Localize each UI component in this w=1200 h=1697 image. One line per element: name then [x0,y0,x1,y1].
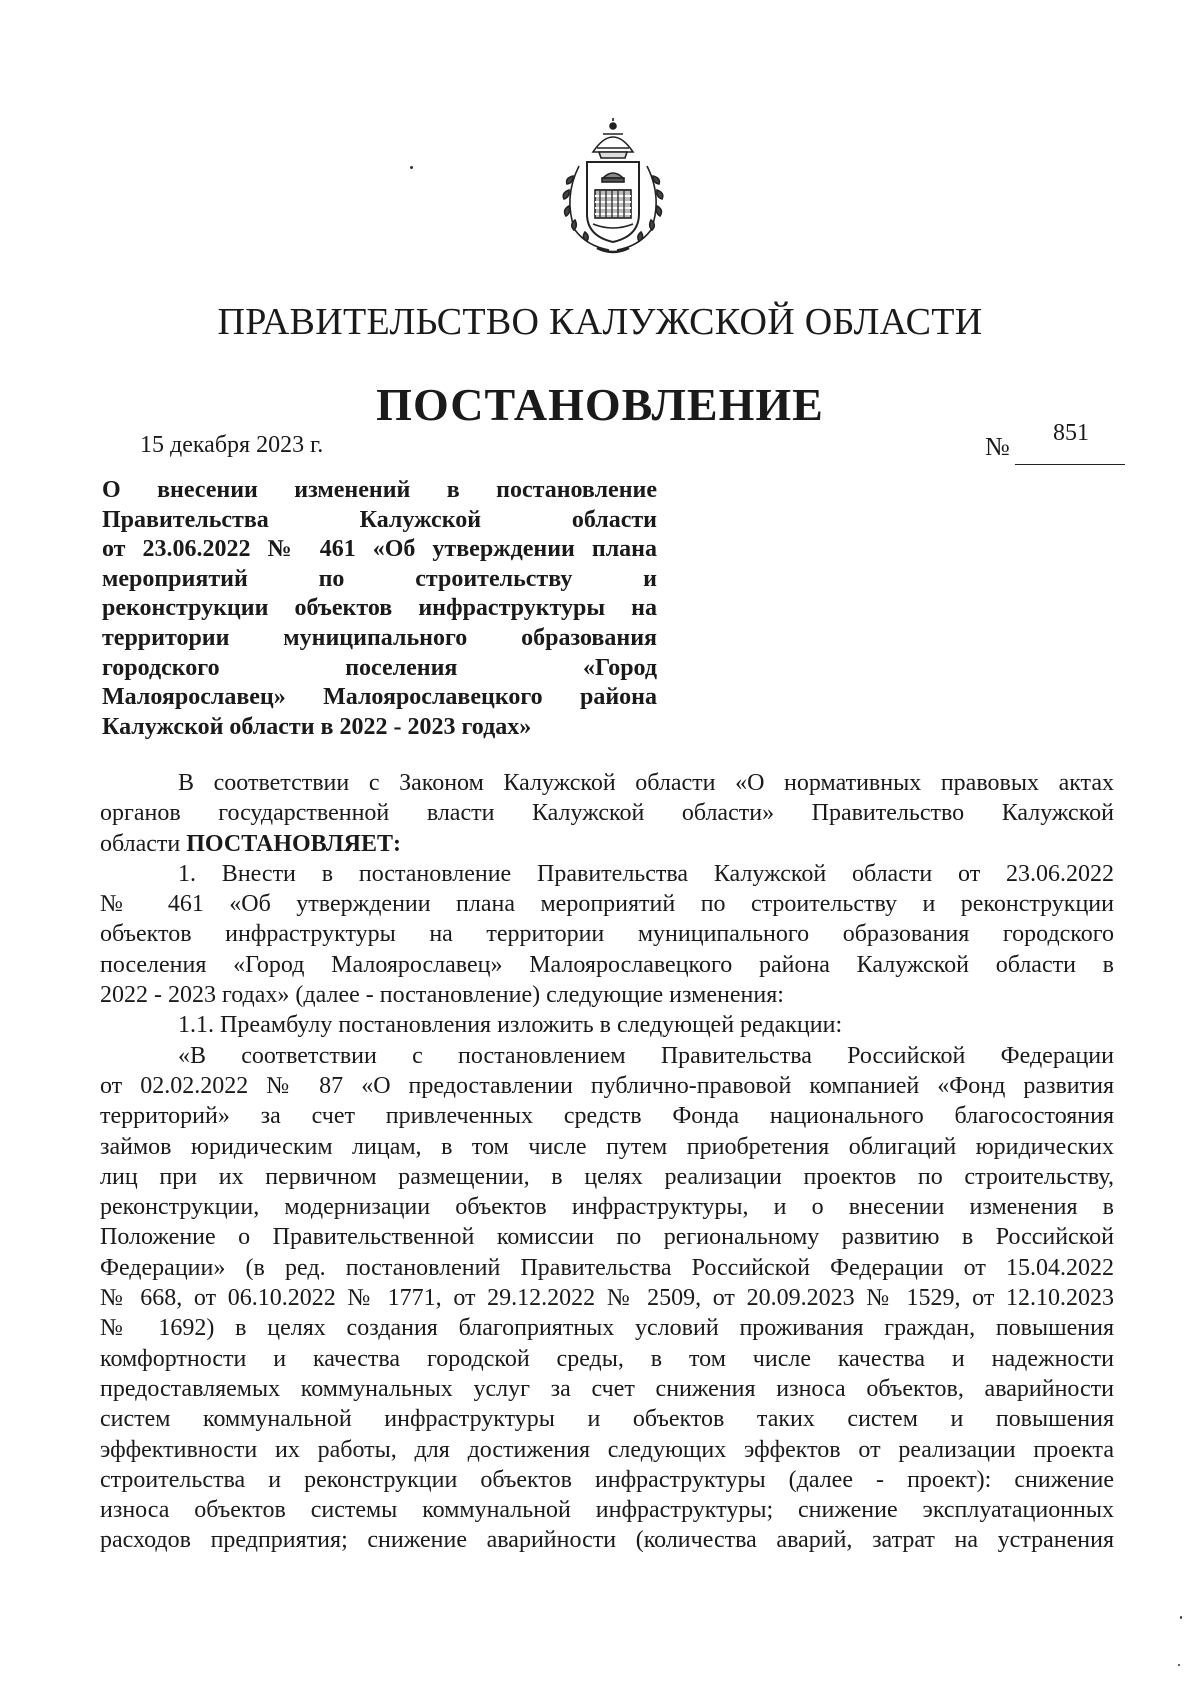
subject-line: территории муниципального образования [102,624,657,651]
subject-line: Правительства Калужской области [102,506,657,533]
number-sign: № [985,432,1010,461]
number-underline [1015,464,1125,465]
resolves-keyword: ПОСТАНОВЛЯЕТ: [186,830,401,857]
body-line: предоставляемых коммунальных услуг за счет снижения износа объектов, аварийности [100,1375,1114,1402]
body-line: территорий» за счет привлеченных средств Фонда национального благосостояния [100,1103,1114,1130]
body-line: органов государственной власти Калужской области» Правительство Калужской [100,800,1114,827]
body-line: 1. Внести в постановление Правительства Калужской области от 23.06.2022 [178,860,1114,887]
body-line: износа объектов системы коммунальной инфраструктуры; снижение эксплуатационных [100,1497,1114,1524]
body-line: «В соответствии с постановлением Правительства Российской Федерации [178,1042,1114,1069]
scan-speck [1180,1616,1182,1619]
document-body [100,768,1114,1556]
subject-line: реконструкции объектов инфраструктуры на [102,595,657,622]
body-line: займов юридическим лицам, в том числе путем приобретения облигаций юридических [100,1133,1114,1160]
body-line: эффективности их работы, для достижения следующих эффектов от реализации проекта [100,1436,1114,1463]
scan-speck [410,166,413,169]
body-line: 1.1. Преамбулу постановления изложить в следующей редакции: [178,1012,843,1039]
body-line: строительства и реконструкции объектов инфраструктуры (далее - проект): снижение [100,1466,1114,1493]
body-line: расходов предприятия; снижение аварийности (количества аварий, затрат на устранения [100,1527,1114,1554]
body-line: поселения «Город Малоярославец» Малоярославецкого района Калужской области в [100,951,1114,978]
body-line: Положение о Правительственной комиссии по региональному развитию в Российской [100,1224,1114,1251]
body-line-resolves [100,829,1114,859]
body-line: В соответствии с Законом Калужской области «О нормативных правовых актах [178,770,1114,796]
body-line: № 461 «Об утверждении плана мероприятий по строительству и реконструкции [100,891,1114,918]
body-line: реконструкции, модернизации объектов инфраструктуры, и о внесении изменения в [100,1194,1114,1221]
body-line: от 02.02.2022 № 87 «О предоставлении публично-правовой компанией «Фонд развития [100,1072,1114,1099]
body-line: систем коммунальной инфраструктуры и объектов таких систем и повышения [100,1406,1114,1433]
body-line: Федерации» (в ред. постановлений Правительства Российской Федерации от 15.04.2022 [100,1254,1114,1281]
document-subject [102,476,657,742]
government-title: ПРАВИТЕЛЬСТВО КАЛУЖСКОЙ ОБЛАСТИ [217,301,983,343]
document-date: 15 декабря 2023 г. [140,432,324,458]
kaluga-coat-of-arms-icon [557,118,669,258]
body-line: объектов инфраструктуры на территории муниципального образования городского [100,921,1114,948]
body-line: № 668, от 06.10.2022 № 1771, от 29.12.2022 № 2509, от 20.09.2023 № 1529, от 12.10.2023 [100,1285,1114,1312]
body-text-fragment: области [100,830,187,857]
subject-line: О внесении изменений в постановление [102,477,657,503]
scan-speck [1178,1664,1180,1666]
body-line: 2022 - 2023 годах» (далее - постановление) следующие изменения: [100,982,784,1009]
subject-line: Малоярославец» Малоярославецкого района [102,684,657,711]
body-line: лиц при их первичном размещении, в целях реализации проектов по строительству, [100,1163,1114,1190]
subject-line: Калужской области в 2022 - 2023 годах» [102,713,532,740]
subject-line: городского поселения «Город [102,654,657,681]
subject-line: от 23.06.2022 № 461 «Об утверждении плана [102,536,657,563]
document-number: 851 [1053,420,1089,446]
subject-line: мероприятий по строительству и [102,565,657,592]
document-type-title: ПОСТАНОВЛЕНИЕ [376,379,824,430]
document-number-block [985,420,1145,466]
body-line: № 1692) в целях создания благоприятных условий проживания граждан, повышения [100,1315,1114,1342]
body-line: комфортности и качества городской среды, в том числе качества и надежности [100,1345,1114,1372]
